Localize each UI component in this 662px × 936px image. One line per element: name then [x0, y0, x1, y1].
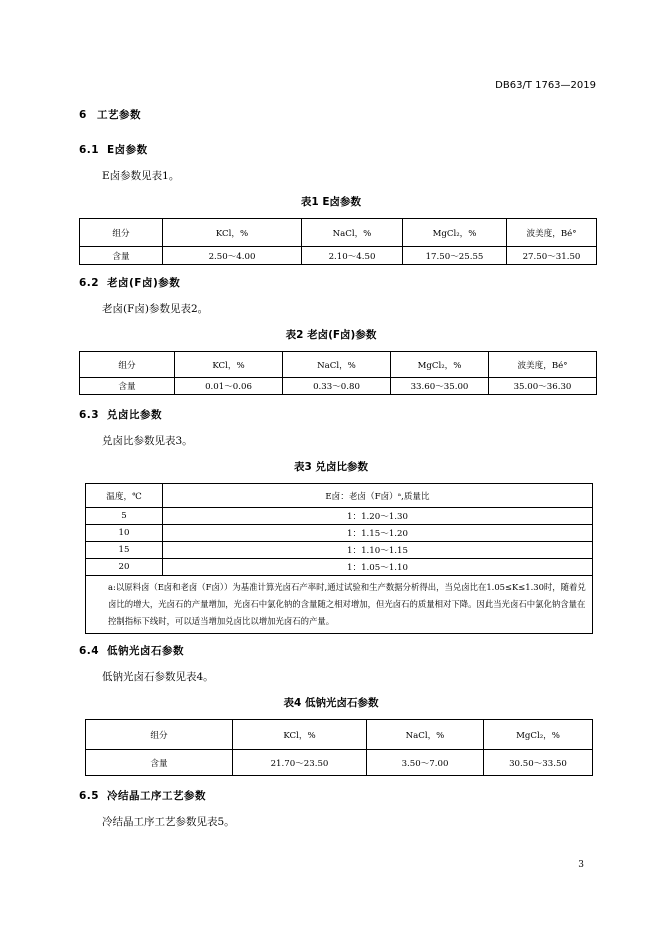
table-header-cell: NaCl，% — [367, 720, 484, 750]
section-6-3-heading — [79, 407, 162, 422]
table-header-cell: 波美度，Bé° — [507, 219, 597, 247]
section-number: 6.1 — [79, 144, 100, 156]
section-6-3-text: 兑卤比参数见表3。 — [102, 435, 193, 447]
section-title: 冷结晶工序工艺参数 — [107, 790, 206, 802]
table-header-cell: MgCl₂，% — [484, 720, 593, 750]
table-cell: 21.70～23.50 — [233, 750, 367, 776]
table-cell: 0.01～0.06 — [175, 378, 283, 395]
table-header-cell: NaCl，% — [283, 352, 391, 378]
table-cell: 3.50～7.00 — [367, 750, 484, 776]
section-number: 6.2 — [79, 277, 100, 289]
table-2-caption: 表2 老卤(F卤)参数 — [285, 329, 377, 341]
table-cell: 1：1.10～1.15 — [163, 542, 593, 559]
section-title: 低钠光卤石参数 — [107, 645, 184, 657]
table-header-cell: KCl，% — [233, 720, 367, 750]
table-cell: 含量 — [80, 247, 163, 265]
table-header-cell: KCl，% — [175, 352, 283, 378]
section-6-5-heading — [79, 788, 206, 803]
table-cell: 含量 — [86, 750, 233, 776]
section-title: 兑卤比参数 — [107, 409, 162, 421]
table-1 — [79, 218, 597, 265]
table-cell: 10 — [86, 525, 163, 542]
table-cell: 2.50～4.00 — [163, 247, 302, 265]
section-6-2-heading — [79, 275, 180, 290]
table-header-cell: 波美度，Bé° — [489, 352, 597, 378]
section-number: 6 — [79, 109, 87, 121]
table-3 — [85, 483, 593, 634]
table-footnote: a:以原料卤（E卤和老卤（F卤））为基准计算光卤石产率时,通过试验和生产数据分析得出，当兑卤比在1.05≤K≤1.30时，随着兑卤比的增大，光卤石的产量增加，光卤石中氯化钠的含量随之相对增加，但光卤石的质量相对下降。因此当光卤石中氯化钠含量在控制指标下线时，可以适当增加兑卤比以增加光卤石的产量。 — [86, 576, 593, 634]
page-number: 3 — [578, 860, 584, 870]
table-cell: 33.60～35.00 — [391, 378, 489, 395]
table-4 — [85, 719, 593, 776]
table-3-caption: 表3 兑卤比参数 — [294, 461, 368, 473]
section-number: 6.3 — [79, 409, 100, 421]
section-title: E卤参数 — [107, 144, 148, 156]
table-2 — [79, 351, 597, 395]
table-cell: 含量 — [80, 378, 175, 395]
table-cell: 30.50～33.50 — [484, 750, 593, 776]
document-code: DB63/T 1763—2019 — [495, 80, 596, 91]
table-cell: 27.50～31.50 — [507, 247, 597, 265]
section-6-2-text: 老卤(F卤)参数见表2。 — [102, 303, 209, 315]
section-title: 工艺参数 — [97, 109, 141, 121]
table-header-cell: 组分 — [86, 720, 233, 750]
table-cell: 1：1.05～1.10 — [163, 559, 593, 576]
section-6-heading — [79, 107, 141, 122]
section-title: 老卤(F卤)参数 — [107, 277, 181, 289]
table-header-cell: NaCl，% — [302, 219, 403, 247]
table-cell: 17.50～25.55 — [403, 247, 507, 265]
section-number: 6.4 — [79, 645, 100, 657]
table-4-caption: 表4 低钠光卤石参数 — [283, 697, 379, 709]
table-cell: 1：1.15～1.20 — [163, 525, 593, 542]
section-6-5-text: 冷结晶工序工艺参数见表5。 — [102, 816, 235, 828]
table-cell: 35.00～36.30 — [489, 378, 597, 395]
section-6-4-text: 低钠光卤石参数见表4。 — [102, 671, 214, 683]
table-1-caption: 表1 E卤参数 — [300, 196, 362, 208]
table-header-cell: E卤：老卤（F卤）ᵃ,质量比 — [163, 484, 593, 508]
table-header-cell: 组分 — [80, 219, 163, 247]
table-header-cell: 温度，℃ — [86, 484, 163, 508]
table-header-cell: 组分 — [80, 352, 175, 378]
table-header-cell: MgCl₂，% — [403, 219, 507, 247]
section-number: 6.5 — [79, 790, 100, 802]
section-6-4-heading — [79, 643, 184, 658]
table-cell: 2.10～4.50 — [302, 247, 403, 265]
table-header-cell: MgCl₂，% — [391, 352, 489, 378]
section-6-1-heading — [79, 142, 148, 157]
table-cell: 1：1.20～1.30 — [163, 508, 593, 525]
table-cell: 15 — [86, 542, 163, 559]
table-cell: 0.33～0.80 — [283, 378, 391, 395]
table-cell: 20 — [86, 559, 163, 576]
table-header-cell: KCl，% — [163, 219, 302, 247]
section-6-1-text: E卤参数见表1。 — [102, 170, 180, 182]
table-cell: 5 — [86, 508, 163, 525]
